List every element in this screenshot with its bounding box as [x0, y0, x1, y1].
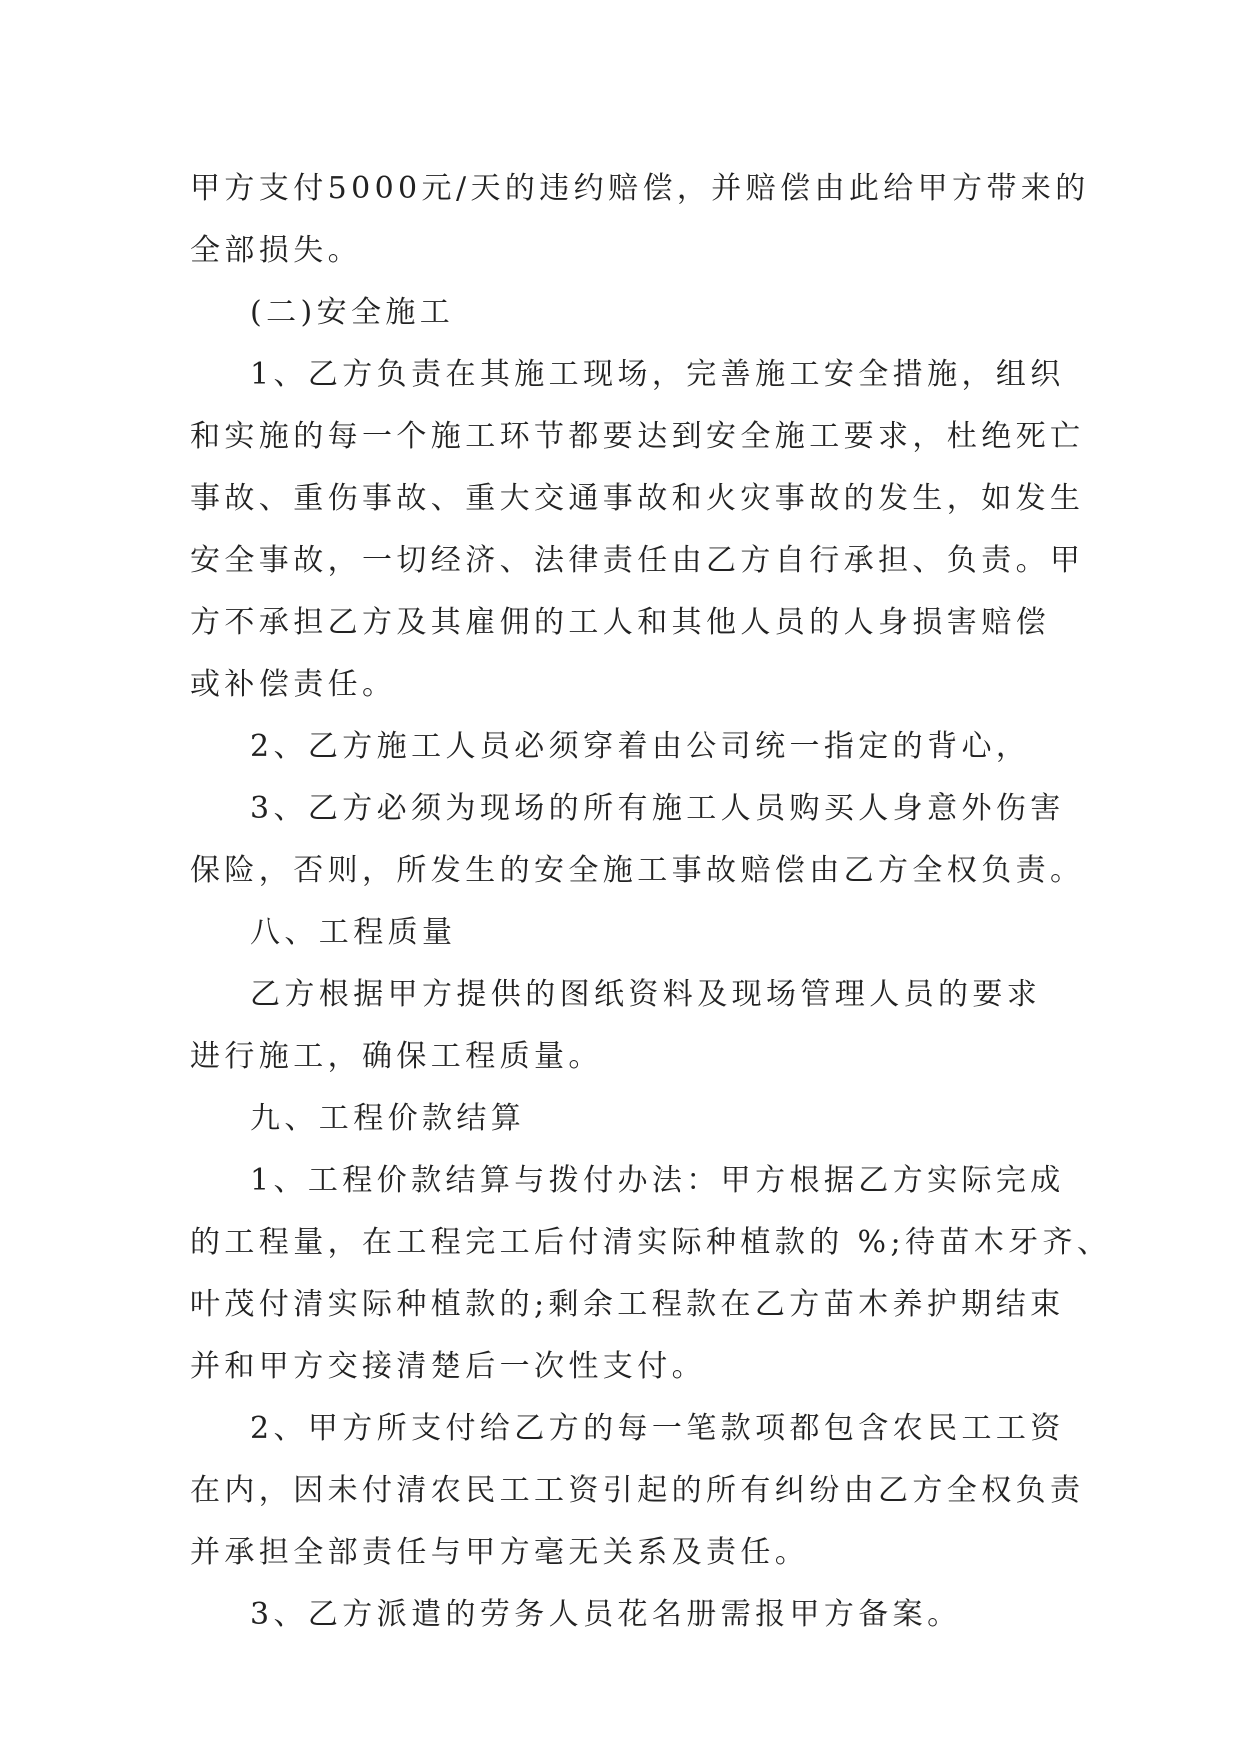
text-line: 事故、重伤事故、重大交通事故和火灾事故的发生，如发生 — [190, 481, 1085, 516]
text-line: 2、甲方所支付给乙方的每一笔款项都包含农民工工资 — [250, 1411, 1065, 1446]
text-line: 在内，因未付清农民工工资引起的所有纠纷由乙方全权负责 — [190, 1473, 1085, 1508]
text-line: 八、工程质量 — [250, 915, 457, 950]
text-line: 保险，否则，所发生的安全施工事故赔偿由乙方全权负责。 — [190, 853, 1085, 888]
text-line: 进行施工，确保工程质量。 — [190, 1039, 603, 1074]
text-line: 2、乙方施工人员必须穿着由公司统一指定的背心， — [250, 729, 1031, 764]
paragraph — [190, 1398, 1085, 1584]
text-line: 3、乙方派遣的劳务人员花名册需报甲方备案。 — [250, 1597, 962, 1632]
paragraph — [190, 158, 1090, 282]
text-line: 或补偿责任。 — [190, 667, 397, 702]
paragraph — [190, 778, 1085, 902]
text-line: 安全事故，一切经济、法律责任由乙方自行承担、负责。甲 — [190, 543, 1085, 578]
text-line: 3、乙方必须为现场的所有施工人员购买人身意外伤害 — [250, 791, 1065, 826]
text-line: (二)安全施工 — [250, 295, 455, 330]
text-line: 九、工程价款结算 — [250, 1101, 526, 1136]
text-line: 的工程量，在工程完工后付清实际种植款的 %;待苗木牙齐、 — [190, 1225, 1112, 1260]
text-line: 并和甲方交接清楚后一次性支付。 — [190, 1349, 706, 1384]
text-line: 全部损失。 — [190, 233, 362, 268]
text-line: 1、乙方负责在其施工现场，完善施工安全措施，组织 — [250, 357, 1065, 392]
text-line: 1、工程价款结算与拨付办法：甲方根据乙方实际完成 — [250, 1163, 1065, 1198]
text-line: 甲方支付5000元/天的违约赔偿，并赔偿由此给甲方带来的 — [190, 171, 1090, 206]
text-line: 叶茂付清实际种植款的;剩余工程款在乙方苗木养护期结束 — [190, 1287, 1065, 1322]
paragraph — [190, 716, 1080, 778]
paragraph — [190, 1584, 1080, 1646]
paragraph — [190, 902, 1080, 964]
paragraph — [190, 282, 1080, 344]
paragraph — [190, 964, 1080, 1088]
document-body — [190, 158, 1112, 1646]
paragraph — [190, 344, 1085, 716]
text-line: 和实施的每一个施工环节都要达到安全施工要求，杜绝死亡 — [190, 419, 1085, 454]
paragraph — [190, 1150, 1112, 1398]
text-line: 乙方根据甲方提供的图纸资料及现场管理人员的要求 — [250, 977, 1042, 1012]
text-line: 并承担全部责任与甲方毫无关系及责任。 — [190, 1535, 810, 1570]
text-line: 方不承担乙方及其雇佣的工人和其他人员的人身损害赔偿 — [190, 605, 1050, 640]
paragraph — [190, 1088, 1080, 1150]
